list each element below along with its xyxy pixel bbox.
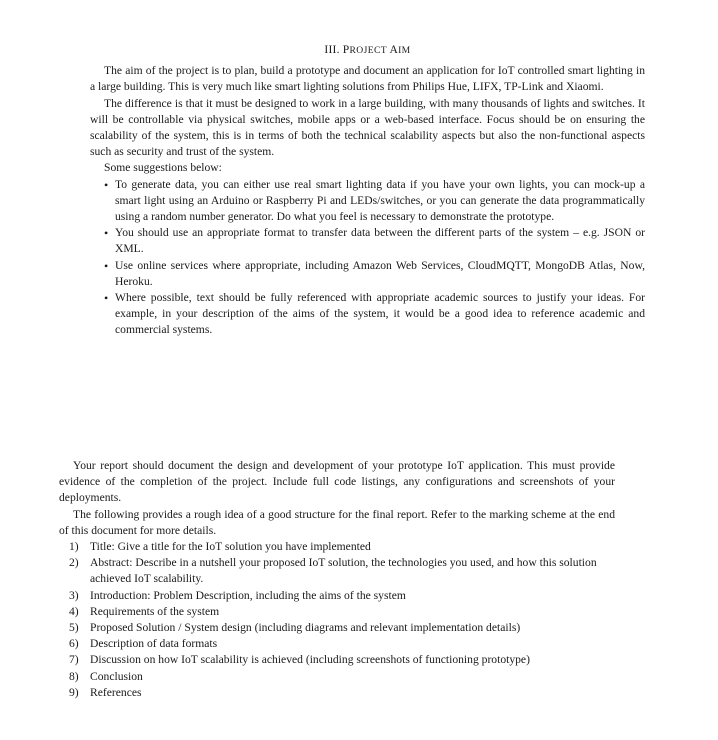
suggestion-item: • Where possible, text should be fully referenced with appropriate academic sources to justify your ideas. For example, in your description of the aims of the system, it would be a good idea to reference academic and commercial systems.: [115, 290, 645, 339]
structure-item: [69, 685, 615, 701]
item-number: 3): [69, 588, 79, 602]
report-paragraph: Your report should document the design and development of your prototype IoT application. This must provide evidence of the completion of the project. Include full code listings, any configurations and screenshots of your deployments.: [59, 459, 615, 505]
structure-item: [69, 636, 615, 652]
item-text: Requirements of the system: [90, 604, 220, 618]
item-number: 2): [69, 556, 79, 570]
structure-item: [69, 539, 615, 555]
suggestions-list: [90, 177, 645, 339]
structure-item: [69, 604, 615, 620]
suggestion-item: • To generate data, you can either use real smart lighting data if you have your own lights, you can mock-up a smart light using an Arduino or Raspberry Pi and LEDs/switches, or you can generate the data programmatically using a random number generator. Do what you feel is necessary to demonstrate the prototype.: [115, 177, 645, 226]
item-text: Description of data formats: [90, 637, 218, 651]
suggestions-intro: Some suggestions below:: [104, 161, 222, 175]
item-number: 9): [69, 685, 79, 699]
project-aim-section: [90, 42, 645, 339]
structure-paragraph: The following provides a rough idea of a good structure for the final report. Refer to the marking scheme at the end of this document for more details.: [59, 507, 615, 537]
section-title: PROJECT AIM: [342, 43, 411, 56]
item-text: Discussion on how IoT scalability is achieved (including screenshots of functioning prototype): [90, 653, 530, 667]
section-numeral: III.: [324, 43, 340, 56]
item-text: Abstract: Describe in a nutshell your proposed IoT solution, the technologies you used, and how this solution achieved IoT scalability.: [90, 556, 597, 586]
item-number: 7): [69, 653, 79, 667]
item-text: Proposed Solution / System design (including diagrams and relevant implementation details): [90, 621, 521, 635]
structure-item: [69, 555, 615, 587]
suggestion-item: • You should use an appropriate format to transfer data between the different parts of the system – e.g. JSON or XML.: [115, 225, 645, 257]
item-number: 1): [69, 540, 79, 554]
structure-item: [69, 588, 615, 604]
report-section: [59, 458, 615, 701]
section-heading: [90, 42, 645, 59]
suggestion-item: • Use online services where appropriate, including Amazon Web Services, CloudMQTT, MongoDB Atlas, Now, Heroku.: [115, 258, 645, 290]
report-structure-list: [59, 539, 615, 701]
item-number: 5): [69, 621, 79, 635]
item-text: Title: Give a title for the IoT solution you have implemented: [90, 540, 371, 554]
structure-item: [69, 620, 615, 636]
item-number: 4): [69, 604, 79, 618]
structure-item: [69, 669, 615, 685]
item-number: 8): [69, 669, 79, 683]
aim-paragraph: The aim of the project is to plan, build a prototype and document an application for IoT controlled smart lighting in a large building. This is very much like smart lighting solutions from Philips Hue, LIFX, TP-Link and Xiaomi.: [90, 64, 645, 94]
item-text: Introduction: Problem Description, including the aims of the system: [90, 588, 406, 602]
item-text: References: [90, 685, 142, 699]
item-text: Conclusion: [90, 669, 143, 683]
difference-paragraph: The difference is that it must be designed to work in a large building, with many thousands of lights and switches. It will be controllable via physical switches, mobile apps or a web-based interface. Focus should be on ensuring the scalability of the system, this is in terms of both the technical scalability aspects but also the non-functional aspects such as security and trust of the system.: [90, 96, 645, 159]
structure-item: [69, 652, 615, 668]
item-number: 6): [69, 637, 79, 651]
